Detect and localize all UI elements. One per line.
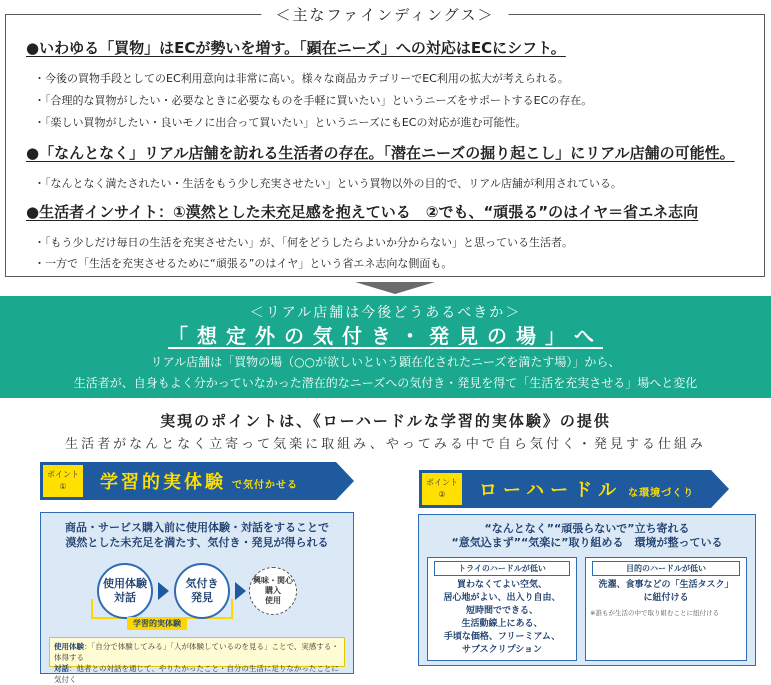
hurdle-body-try [432,579,572,657]
finding-heading-2: ●「なんとなく」リアル店舗を訪れる生活者の存在。「潜在ニーズの掘り起こし」にリアル店舗の可能性。 [26,144,735,162]
badge-label: ポイント [426,478,458,487]
point2-heading-2: “意気込まず”“気楽に”取り組める 環境が整っている [451,536,723,549]
hurdle-line: に紐付ける [643,593,689,603]
hurdle-line: 洗濯、食事などの「生活タスク」 [598,580,734,590]
badge-label: ポイント [47,470,79,479]
future-store-band [0,296,771,398]
point1-title-small: で気付かせる [232,480,298,491]
point-title: 実現のポイントは、《ローハードルな学習的実体験》の提供 [160,412,611,430]
point1-badge [43,465,83,497]
point2-banner [419,470,711,508]
point2-title-main: ローハードル [479,480,623,501]
band-line-2: 生活者が、自身もよく分かっていなかった潜在的なニーズへの気付き・発見を得て「生活を充実させる」場へと変化 [73,376,698,390]
point2-panel [418,514,756,666]
finding-bullet: ・「楽しい買物がしたい・良いモノに出合って買いたい」というニーズにもECの対応が進む可能性。 [34,116,527,129]
point2-heading-1: “なんとなく”“頑張らないで”立ち寄れる [484,522,690,535]
hurdle-line: サブスクリプション [461,645,543,655]
hurdle-note: ※誰もが生活の中で取り組むことに紐付ける [590,609,719,617]
down-arrow-icon [355,282,435,294]
findings-box [5,6,765,277]
hurdle-title-try: トライのハードルが低い [434,561,570,576]
point1-title [100,468,298,494]
gakushu-label: 学習的実体験 [127,617,187,630]
findings-title: ＜主なファインディングス＞ [261,4,508,25]
point2-title [479,476,694,502]
point2-title-small: な環境づくり [628,488,695,499]
hurdle-line: 手頃な価格、フリーミアム、 [443,632,561,642]
finding-bullet: ・今後の買物手段としてのEC利用意向は非常に高い。様々な商品カテゴリーでEC利用の拡大が考えられる。 [34,72,569,85]
finding-bullet: ・「合理的な買物がしたい・必要なときに必要なものを手軽に買いたい」というニーズをサポートするECの存在。 [34,94,593,107]
flow-discovery: 気付き 発見 [174,563,230,619]
point-subtitle: 生活者がなんとなく立寄って気楽に取組み、やってみる中で自ら気付く・発見する仕組み [65,437,706,452]
point1-panel [40,512,354,684]
point1-heading-2: 漠然とした未充足を満たす、気付き・発見が得られる [65,536,329,549]
hurdle-box-try [427,557,577,661]
point1-banner [40,462,336,500]
badge-number: ② [438,490,446,499]
finding-bullet: ・「なんとなく満たされたい・生活をもう少し充実させたい」という買物以外の目的で、リアル店舗が利用されている。 [34,177,622,190]
point1-title-main: 学習的実体験 [100,472,226,493]
flow-arrow-icon [235,582,246,600]
note-term: 対話 [54,664,69,673]
flow-arrow-icon [158,582,169,600]
flow-interest-purchase: 興味・関心 購入 使用 [249,567,297,615]
hurdle-body-purpose [590,579,742,605]
note-term: 使用体験 [54,642,84,651]
band-subtitle: ＜リアル店舗は今後どうあるべきか＞ [249,305,522,321]
hurdle-line: 短時間でできる、 [465,606,538,616]
finding-bullet: ・「もう少しだけ毎日の生活を充実させたい」が、「何をどうしたらよいか分からない」と思っている生活者。 [34,236,573,249]
point2-badge [422,473,462,505]
hurdle-line: 生活動線上にある、 [461,619,543,629]
note-text: ：「自分で体験してみる」「人が体験しているのを見る」ことで、実感する・体得する [54,642,339,662]
band-line-1: リアル店舗は「買物の場（○○が欲しいという顕在化されたニーズを満たす場）」から、 [150,355,621,369]
flow-usage-dialogue: 使用体験 対話 [97,563,153,619]
badge-number: ① [59,482,67,491]
hurdle-line: 居心地がよい、出入り自由、 [443,593,561,603]
hurdle-box-purpose [585,557,747,661]
note-text: ：他者との対話を通じて、やりたかったこと・自分の生活に足りなかったことに気付く [54,664,339,684]
band-title: 「想定外の気付き・発見の場」へ [168,324,603,348]
finding-bullet: ・一方で「生活を充実させるために“頑張る”のはイヤ」という省エネ志向な側面も。 [34,257,453,270]
hurdle-line: 買わなくてよい空気、 [456,580,547,590]
finding-heading-3: ●生活者インサイト：①漠然とした未充足感を抱えている ②でも、“頑張る”のはイヤ＝省エネ志向 [26,203,699,221]
point1-note [49,637,345,684]
point1-heading-1: 商品・サービス購入前に使用体験・対話をすることで [65,521,329,534]
hurdle-title-purpose: 目的のハードルが低い [592,561,740,576]
finding-heading-1: ●いわゆる「買物」はECが勢いを増す。「顕在ニーズ」への対応はECにシフト。 [26,39,566,57]
